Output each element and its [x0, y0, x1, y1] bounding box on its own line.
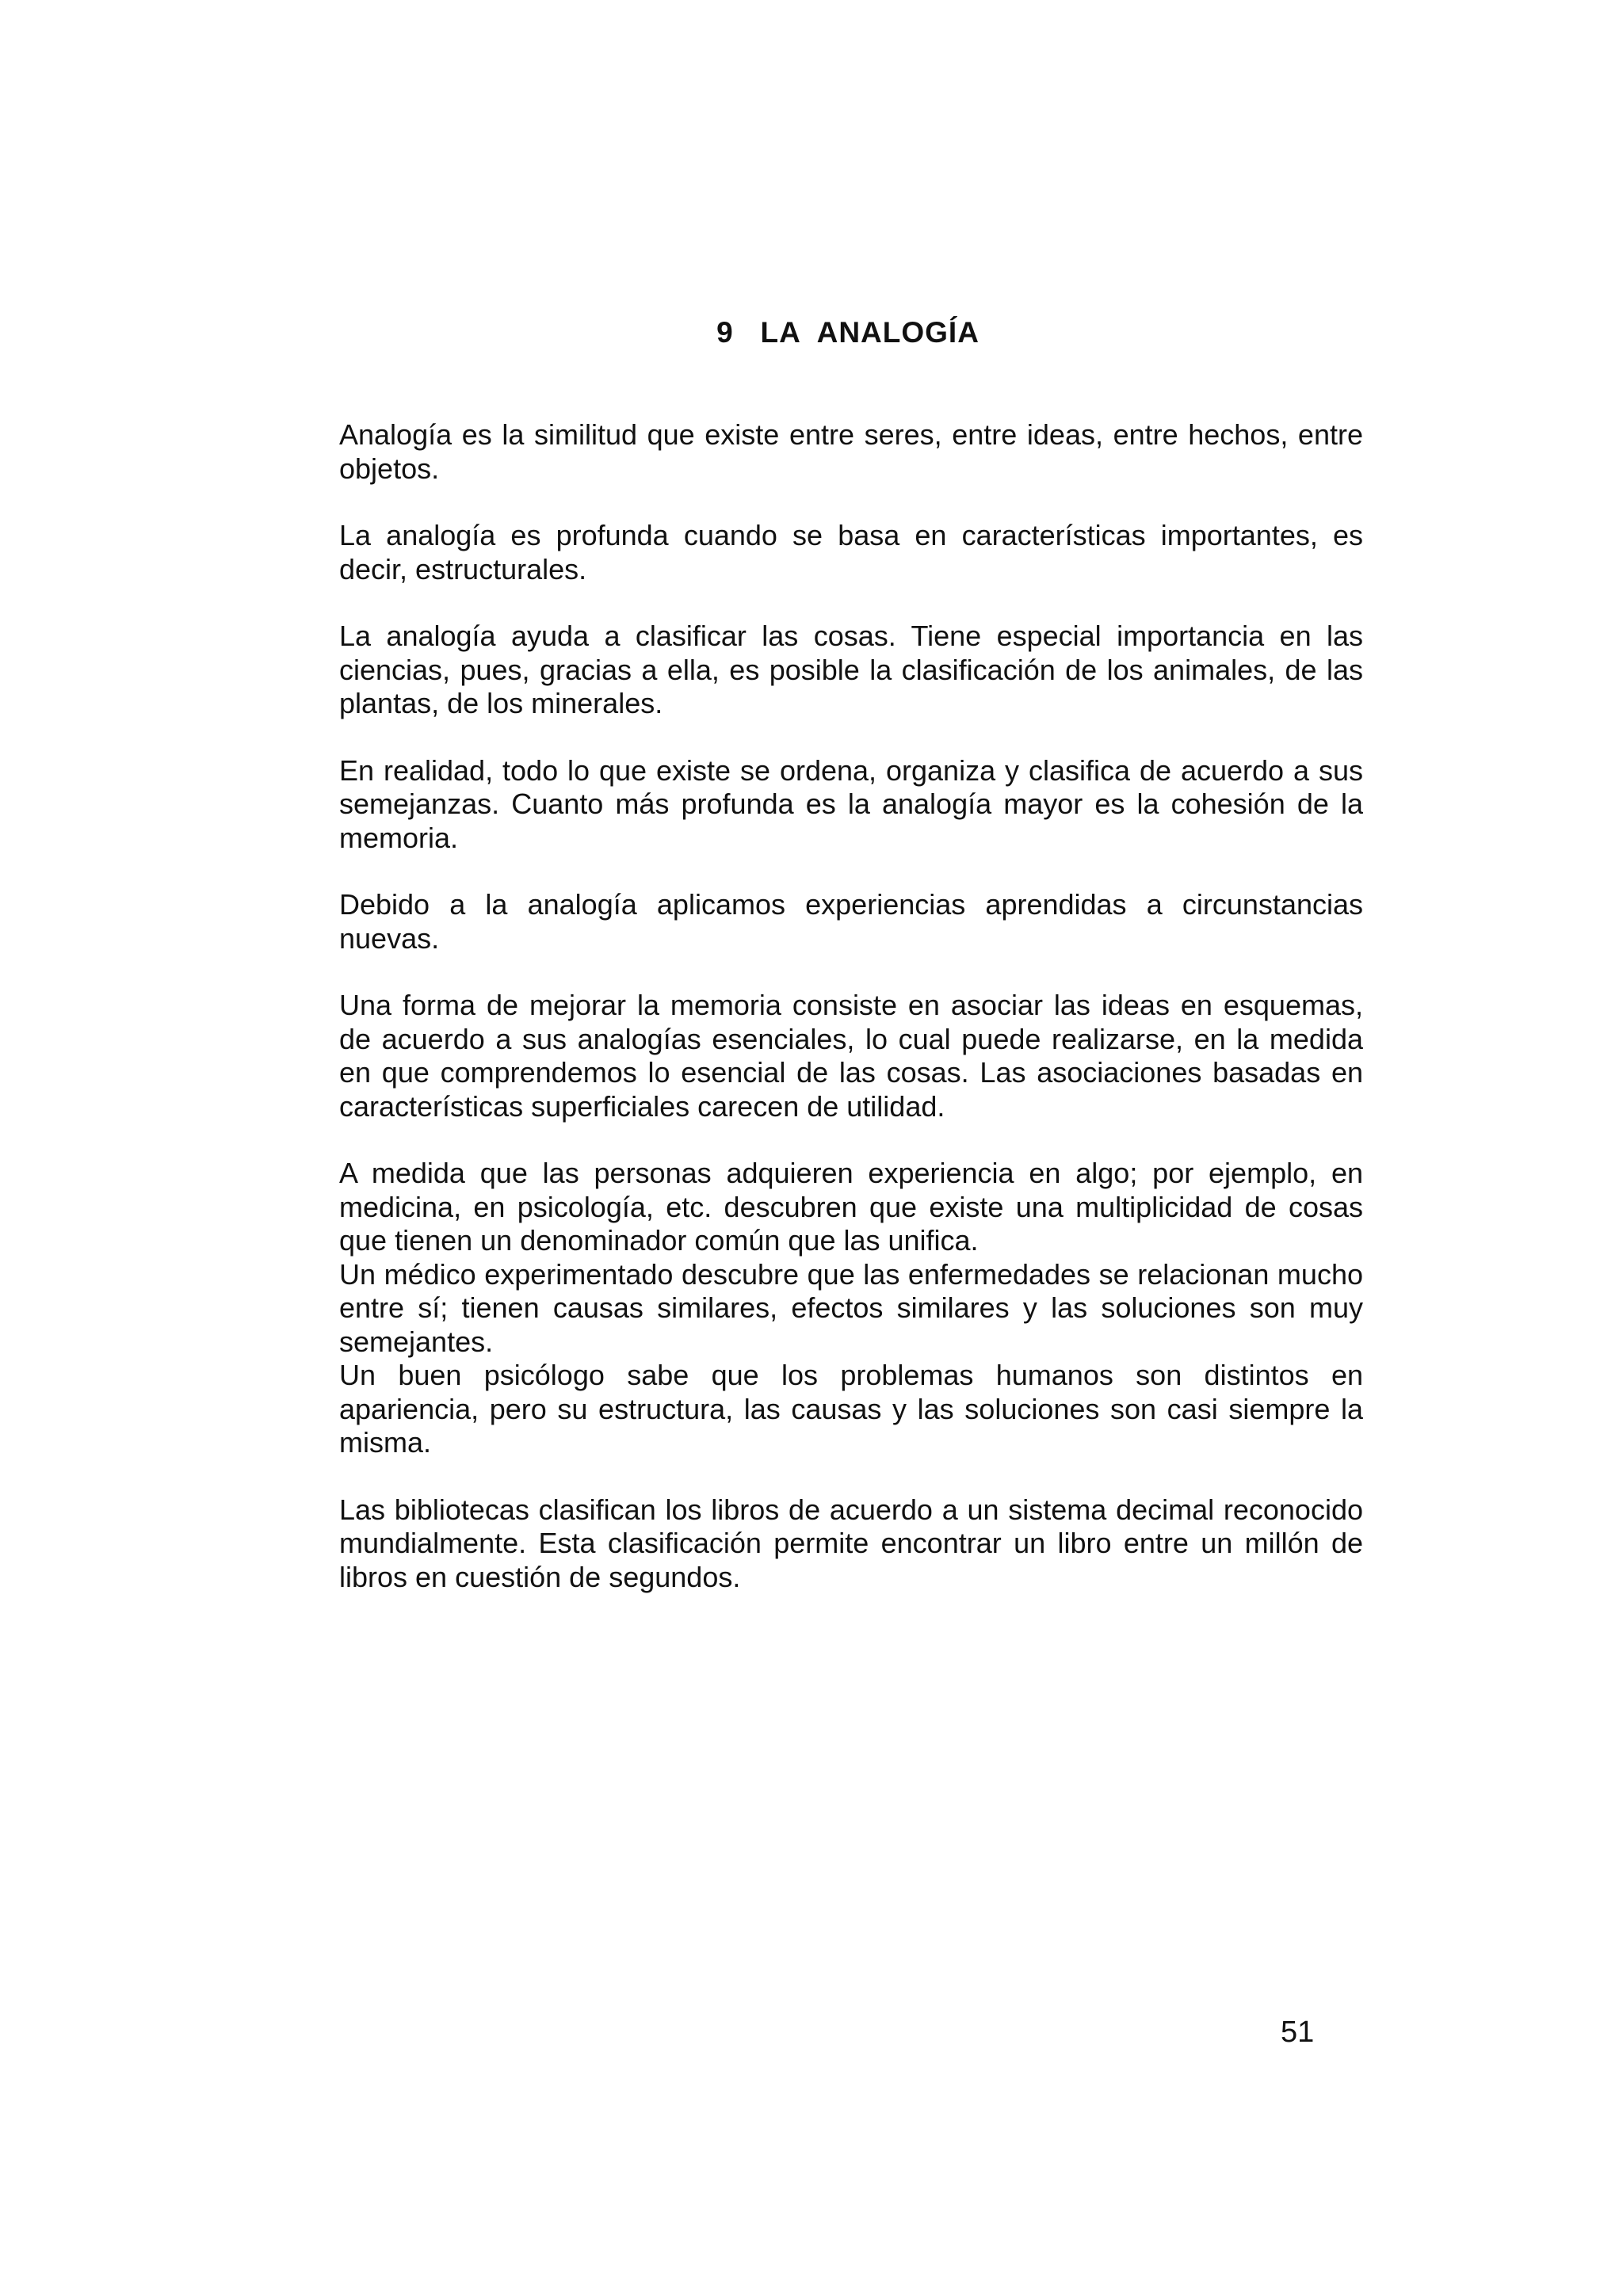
paragraph-classification: La analogía ayuda a clasificar las cosas. Tiene especial importancia en las ciencias, pues, gracias a ella, es posible la clasificación de los animales, de las plantas, de los minerales.	[339, 620, 1363, 719]
paragraph-psychologist-example: Un buen psicólogo sabe que los problemas humanos son distintos en apariencia, pero su estructura, las causas y las soluciones son casi siempre la misma.	[339, 1359, 1363, 1459]
paragraph-expertise: A medida que las personas adquieren experiencia en algo; por ejemplo, en medicina, en psicología, etc. descubren que existe una multiplicidad de cosas que tienen un denominador común que las unifica.	[339, 1157, 1363, 1257]
body-text	[339, 418, 1363, 1627]
paragraph-memory-schemes: Una forma de mejorar la memoria consiste en asociar las ideas en esquemas, de acuerdo a sus analogías esenciales, lo cual puede realizarse, en la medida en que comprendemos lo esencial de las cosas. Las asociaciones basadas en características superficiales carecen de utilidad.	[339, 989, 1363, 1123]
page-number: 51	[1281, 2016, 1315, 2049]
chapter-title: 9 LA ANALOGÍA	[716, 316, 980, 349]
paragraph-applied-experience: Debido a la analogía aplicamos experiencias aprendidas a circunstancias nuevas.	[339, 888, 1363, 955]
paragraph-order-by-similarity: En realidad, todo lo que existe se ordena, organiza y clasifica de acuerdo a sus semejanzas. Cuanto más profunda es la analogía mayor es la cohesión de la memoria.	[339, 753, 1363, 854]
paragraph-doctor-example: Un médico experimentado descubre que las enfermedades se relacionan mucho entre sí; tienen causas similares, efectos similares y las soluciones son muy semejantes.	[339, 1257, 1363, 1358]
paragraph-libraries: Las bibliotecas clasifican los libros de acuerdo a un sistema decimal reconocido mundialmente. Esta clasificación permite encontrar un libro entre un millón de libros en cuestión de segundos.	[339, 1493, 1363, 1593]
paragraph-deep-analogy: La analogía es profunda cuando se basa en características importantes, es decir, estructurales.	[339, 519, 1363, 585]
paragraph-analogy-definition: Analogía es la similitud que existe entre seres, entre ideas, entre hechos, entre objetos.	[339, 418, 1363, 485]
